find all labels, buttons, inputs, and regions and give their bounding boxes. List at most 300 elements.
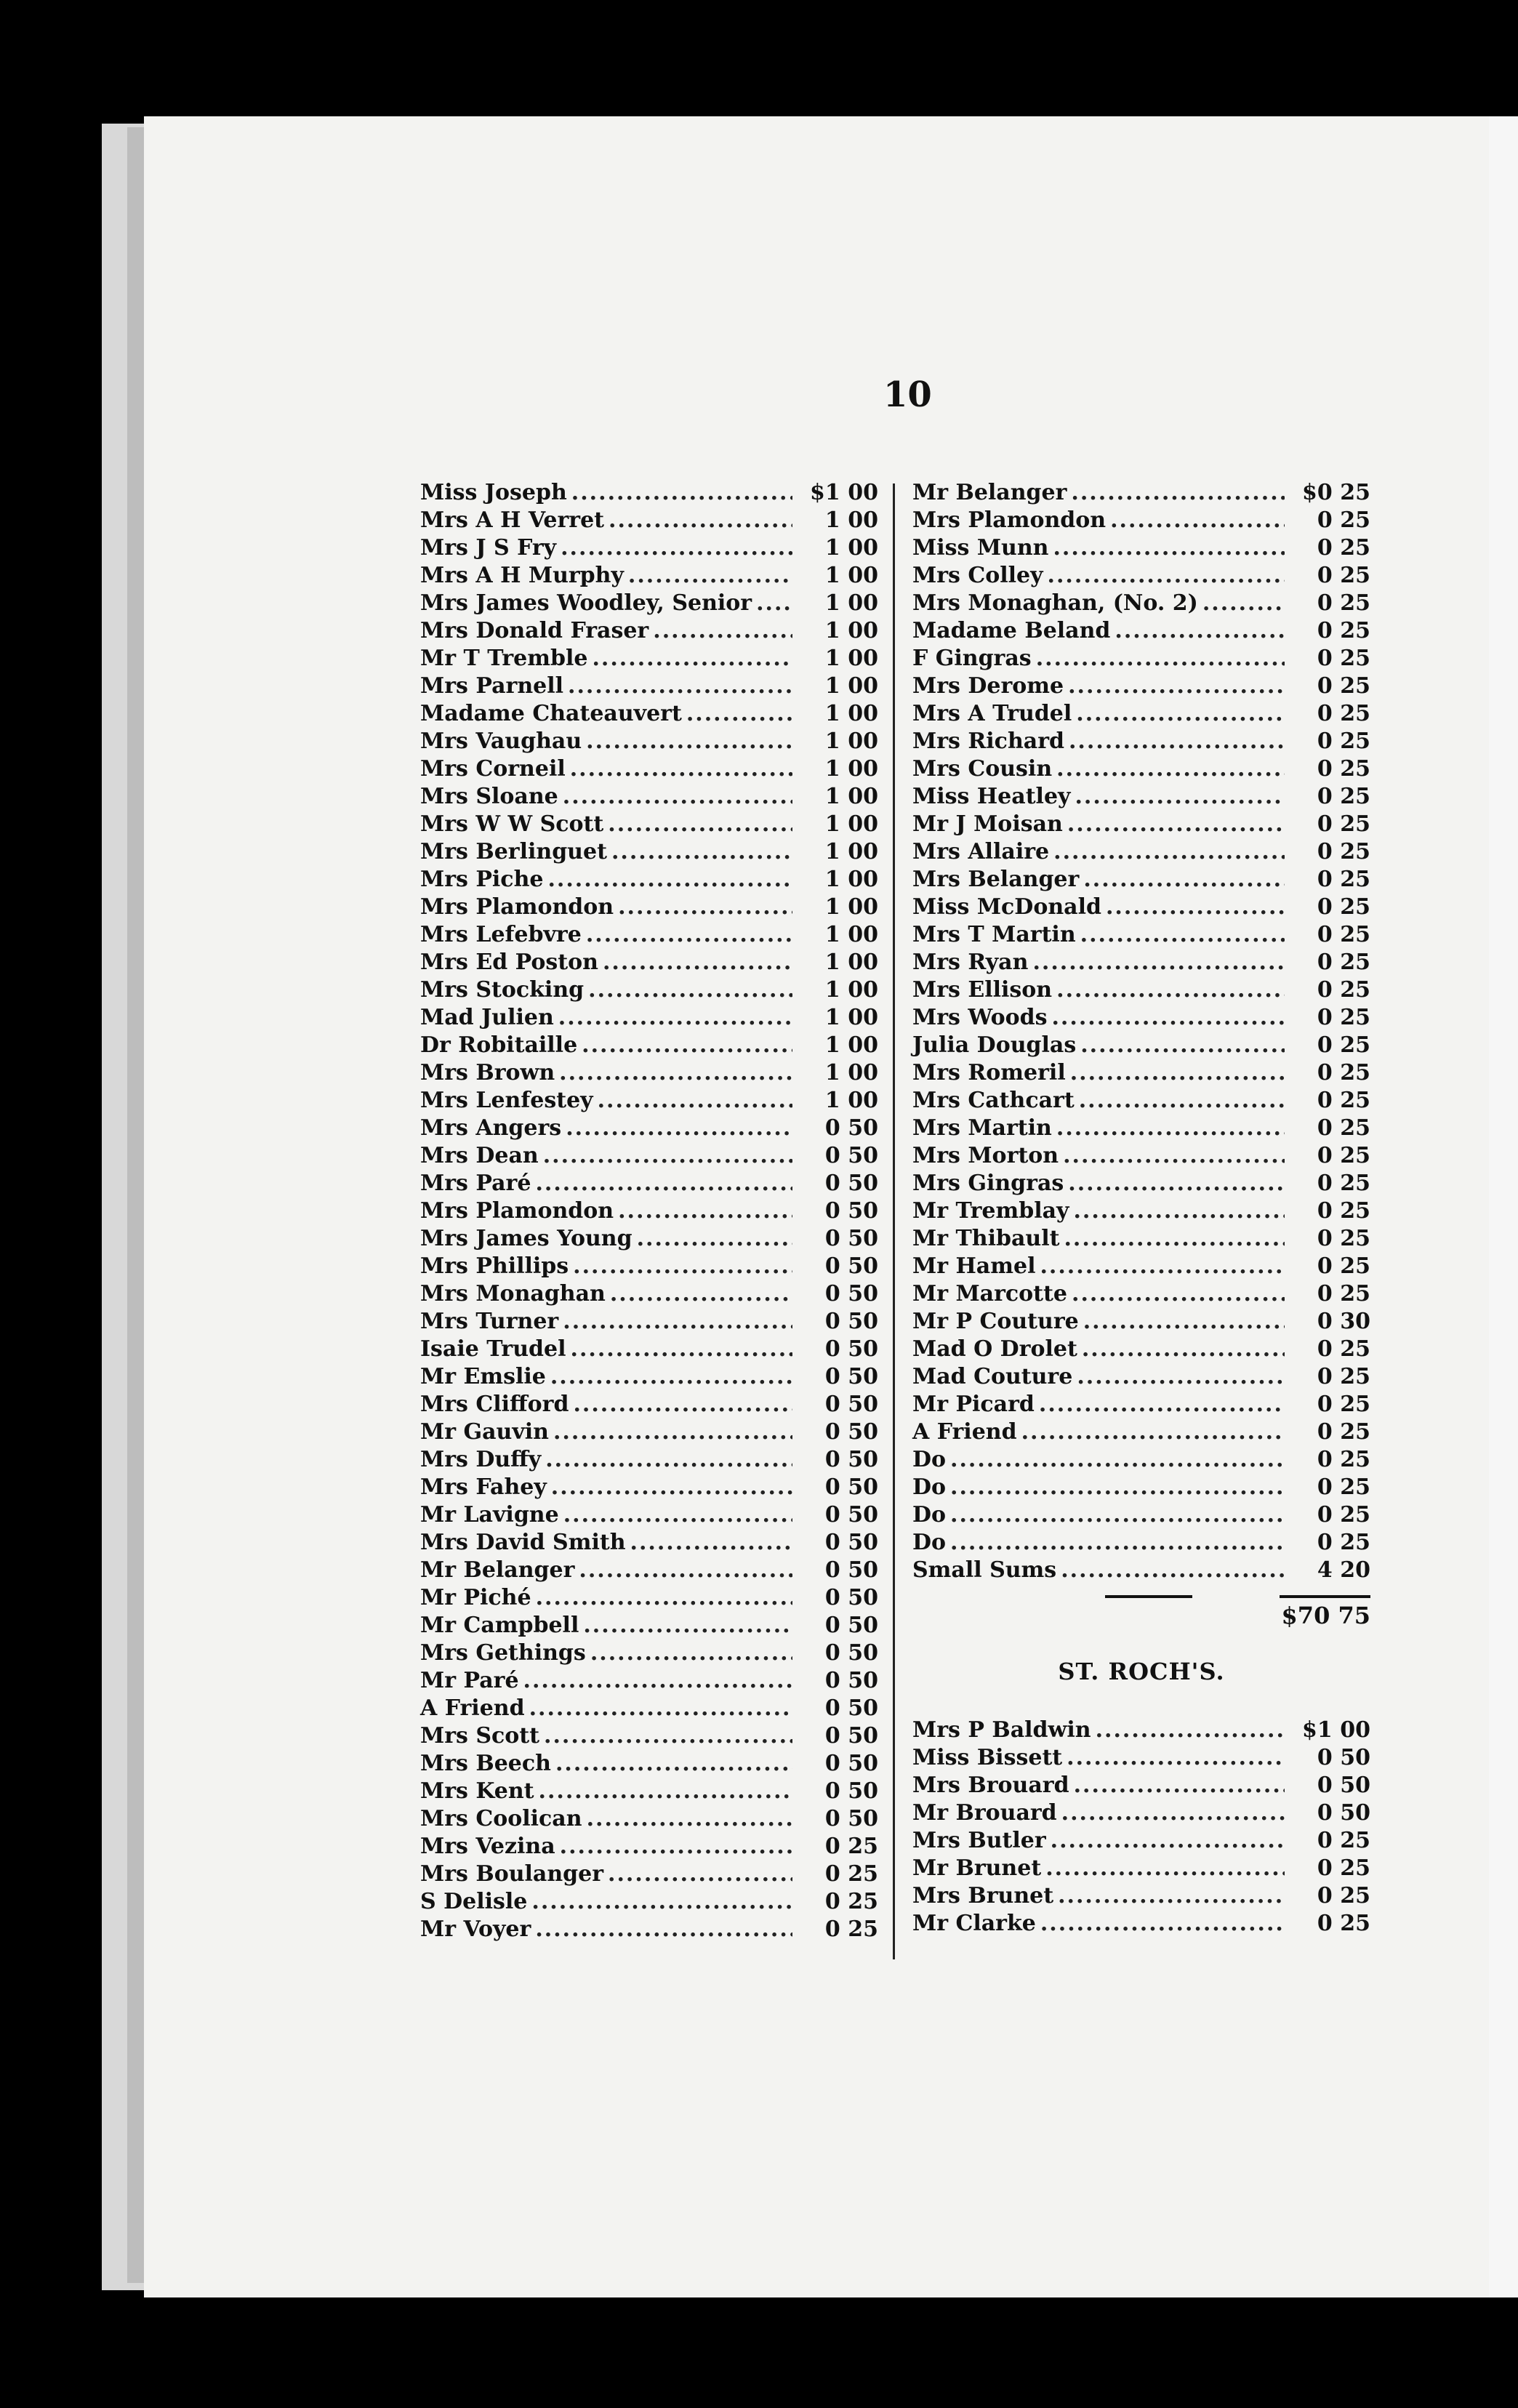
dot-leader <box>566 1115 792 1141</box>
entry-name: Mrs Lenfestey <box>420 1088 593 1113</box>
adjacent-page-edge <box>1489 116 1518 2297</box>
list-item <box>912 867 1370 894</box>
list-item <box>912 1171 1370 1198</box>
dot-leader <box>1051 1828 1285 1853</box>
list-item <box>420 1364 878 1392</box>
entry-amount: 0 25 <box>1317 811 1370 837</box>
list-item <box>912 894 1370 922</box>
entry-name: Mrs Scott <box>420 1723 540 1749</box>
entry-amount: 1 00 <box>824 729 878 754</box>
list-item <box>912 1530 1370 1557</box>
list-item <box>420 1917 878 1944</box>
list-item <box>912 811 1370 839</box>
entry-name: Mr Brunet <box>912 1855 1042 1881</box>
right-list <box>912 480 1370 1585</box>
list-item <box>420 618 878 646</box>
list-item <box>420 1474 878 1502</box>
dot-leader <box>1075 784 1285 809</box>
dot-leader <box>553 1419 792 1445</box>
entry-name: Do <box>912 1447 947 1472</box>
list-item <box>420 1861 878 1889</box>
entry-amount: 0 25 <box>1317 1060 1370 1085</box>
list-item <box>912 1800 1370 1828</box>
entry-amount: 0 50 <box>824 1613 878 1638</box>
entry-amount: 0 25 <box>1317 1032 1370 1058</box>
entry-name: Miss Munn <box>912 535 1049 561</box>
dot-leader <box>563 1502 792 1528</box>
entry-amount: 0 25 <box>1317 1474 1370 1500</box>
entry-amount: 0 25 <box>1317 646 1370 671</box>
entry-name: Mrs Woods <box>912 1005 1048 1030</box>
list-item <box>420 507 878 535</box>
entry-name: Mrs Derome <box>912 673 1064 699</box>
list-item <box>420 1447 878 1474</box>
entry-name: Mrs Paré <box>420 1171 531 1196</box>
entry-name: Madame Beland <box>912 618 1111 643</box>
section-list <box>912 1717 1370 1938</box>
entry-amount: 0 50 <box>824 1226 878 1251</box>
dot-leader <box>539 1778 792 1804</box>
dot-leader <box>560 1834 792 1859</box>
entry-amount: 1 00 <box>824 507 878 533</box>
list-item <box>912 922 1370 950</box>
list-item <box>420 563 878 590</box>
list-item <box>912 618 1370 646</box>
list-item <box>912 646 1370 673</box>
entry-amount: 0 25 <box>1317 867 1370 892</box>
dot-leader <box>1072 1281 1285 1307</box>
entry-amount: 1 00 <box>824 701 878 726</box>
entry-amount: $1 00 <box>1302 1717 1370 1743</box>
dot-leader <box>550 1364 792 1389</box>
dot-leader <box>570 756 792 782</box>
entry-amount: 1 00 <box>824 950 878 975</box>
dot-leader <box>1064 1226 1285 1251</box>
entry-amount: 0 25 <box>1317 1911 1370 1936</box>
list-item <box>912 1911 1370 1938</box>
list-item <box>420 701 878 729</box>
dot-leader <box>1080 1032 1285 1058</box>
entry-name: Do <box>912 1530 947 1555</box>
entry-name: Mrs Richard <box>912 729 1064 754</box>
dot-leader <box>756 590 792 616</box>
entry-amount: 1 00 <box>824 811 878 837</box>
entry-name: Mrs Sloane <box>420 784 558 809</box>
dot-leader <box>1069 729 1285 754</box>
list-item <box>420 1005 878 1032</box>
entry-name: Mrs James Young <box>420 1226 632 1251</box>
entry-name: Mrs Ryan <box>912 950 1029 975</box>
entry-name: Mrs Monaghan, (No. 2) <box>912 590 1198 616</box>
list-item <box>912 1088 1370 1115</box>
dot-leader <box>1053 535 1285 561</box>
entry-amount: 0 25 <box>1317 1828 1370 1853</box>
dot-leader <box>587 1806 792 1831</box>
list-item <box>420 673 878 701</box>
entry-name: Miss Joseph <box>420 480 567 505</box>
dot-leader <box>598 1088 792 1113</box>
entry-name: Mrs Boulanger <box>420 1861 604 1887</box>
dot-leader <box>529 1695 792 1721</box>
dot-leader <box>611 839 792 864</box>
entry-amount: 0 50 <box>1317 1800 1370 1826</box>
entry-amount: 1 00 <box>824 977 878 1003</box>
list-item <box>420 1419 878 1447</box>
list-item <box>912 535 1370 563</box>
entry-name: Mrs Donald Fraser <box>420 618 649 643</box>
dot-leader <box>1063 1143 1285 1168</box>
entry-amount: 0 50 <box>824 1723 878 1749</box>
dot-leader <box>610 1281 792 1307</box>
entry-amount: 0 25 <box>824 1917 878 1942</box>
dot-leader <box>609 507 792 533</box>
entry-amount: 0 50 <box>824 1695 878 1721</box>
dot-leader <box>1079 1088 1285 1113</box>
entry-name: Mrs Coolican <box>420 1806 582 1831</box>
dot-leader <box>628 563 792 588</box>
dot-leader <box>571 1336 792 1362</box>
entry-amount: 0 50 <box>1317 1773 1370 1798</box>
dot-leader <box>586 729 792 754</box>
dot-leader <box>1115 618 1285 643</box>
entry-name: Mr Tremblay <box>912 1198 1069 1224</box>
dot-leader <box>1056 977 1285 1003</box>
entry-name: Mr Piché <box>420 1585 531 1610</box>
entry-amount: 0 25 <box>824 1834 878 1859</box>
entry-name: Madame Chateauvert <box>420 701 682 726</box>
dot-leader <box>950 1474 1285 1500</box>
list-item <box>420 729 878 756</box>
entry-amount: 4 20 <box>1317 1557 1370 1583</box>
entry-name: Mr Lavigne <box>420 1502 559 1528</box>
list-item <box>420 1336 878 1364</box>
list-item <box>912 1392 1370 1419</box>
list-item <box>912 1447 1370 1474</box>
list-item <box>912 1855 1370 1883</box>
entry-amount: 0 25 <box>1317 1005 1370 1030</box>
dot-leader <box>686 701 792 726</box>
entry-name: Mrs Turner <box>420 1309 559 1334</box>
list-item <box>420 784 878 811</box>
entry-amount: 0 50 <box>824 1171 878 1196</box>
list-item <box>912 1253 1370 1281</box>
entry-amount: 0 25 <box>1317 1253 1370 1279</box>
entry-amount: 0 50 <box>824 1806 878 1831</box>
entry-amount: $0 25 <box>1302 480 1370 505</box>
entry-amount: 0 25 <box>1317 563 1370 588</box>
dot-leader <box>950 1447 1285 1472</box>
entry-amount: 0 25 <box>1317 1198 1370 1224</box>
dot-leader <box>1080 922 1285 947</box>
list-item <box>912 1717 1370 1745</box>
list-item <box>420 756 878 784</box>
entry-name: Mrs David Smith <box>420 1530 626 1555</box>
entry-amount: $1 00 <box>810 480 878 505</box>
list-item <box>912 507 1370 535</box>
entry-name: Mrs Parnell <box>420 673 564 699</box>
entry-amount: 0 50 <box>824 1309 878 1334</box>
entry-amount: 0 50 <box>824 1778 878 1804</box>
entry-amount: 1 00 <box>824 784 878 809</box>
entry-amount: 1 00 <box>824 894 878 920</box>
entry-amount: 0 25 <box>1317 618 1370 643</box>
dot-leader <box>1061 1800 1285 1826</box>
list-item <box>420 1806 878 1834</box>
entry-amount: 0 25 <box>1317 1088 1370 1113</box>
dot-leader <box>603 950 792 975</box>
entry-amount: 0 25 <box>1317 1392 1370 1417</box>
entry-name: Mad Couture <box>912 1364 1073 1389</box>
entry-amount: 0 50 <box>1317 1745 1370 1770</box>
list-item <box>420 1198 878 1226</box>
dot-leader <box>583 1613 792 1638</box>
dot-leader <box>573 1392 792 1417</box>
dot-leader <box>558 1005 792 1030</box>
list-item <box>420 1226 878 1253</box>
list-item <box>912 1474 1370 1502</box>
dot-leader <box>1048 563 1285 588</box>
entry-name: Do <box>912 1502 947 1528</box>
list-item <box>912 1557 1370 1585</box>
list-item <box>420 1392 878 1419</box>
list-item <box>420 811 878 839</box>
list-item <box>420 1171 878 1198</box>
entry-amount: 0 50 <box>824 1198 878 1224</box>
dot-leader <box>1040 1911 1285 1936</box>
entry-name: Mrs Allaire <box>912 839 1050 864</box>
dot-leader <box>1070 1060 1285 1085</box>
entry-name: Dr Robitaille <box>420 1032 578 1058</box>
entry-name: Mrs Fahey <box>420 1474 547 1500</box>
entry-name: A Friend <box>912 1419 1017 1445</box>
list-item <box>912 839 1370 867</box>
entry-name: Mrs Lefebvre <box>420 922 582 947</box>
list-item <box>420 894 878 922</box>
entry-name: Mr Belanger <box>420 1557 575 1583</box>
list-item <box>420 1668 878 1695</box>
dot-leader <box>1068 673 1285 699</box>
total-rules <box>912 1595 1370 1600</box>
dot-leader <box>1056 1115 1285 1141</box>
entry-amount: 0 25 <box>1317 507 1370 533</box>
entry-name: Mrs Cathcart <box>912 1088 1075 1113</box>
dot-leader <box>573 1253 792 1279</box>
dot-leader <box>523 1668 792 1693</box>
section-title: ST. ROCH'S. <box>1058 1658 1225 1685</box>
dot-leader <box>582 1032 792 1058</box>
dot-leader <box>555 1751 792 1776</box>
entry-name: Mrs James Woodley, Senior <box>420 590 752 616</box>
entry-amount: 0 25 <box>1317 1226 1370 1251</box>
list-item <box>420 1557 878 1585</box>
entry-amount: 0 50 <box>824 1668 878 1693</box>
entry-amount: 1 00 <box>824 867 878 892</box>
dot-leader <box>608 811 792 837</box>
list-item <box>912 590 1370 618</box>
dot-leader <box>1083 867 1285 892</box>
list-item <box>912 1032 1370 1060</box>
dot-leader <box>618 1198 792 1224</box>
entry-amount: 0 50 <box>824 1751 878 1776</box>
dot-leader <box>1058 1883 1285 1909</box>
dot-leader <box>618 894 792 920</box>
list-item <box>912 1883 1370 1911</box>
list-item <box>912 1309 1370 1336</box>
entry-amount: 1 00 <box>824 1060 878 1085</box>
entry-name: Mr Voyer <box>420 1917 531 1942</box>
entry-name: Do <box>912 1474 947 1500</box>
entry-name: Mrs Beech <box>420 1751 551 1776</box>
dot-leader <box>531 1889 792 1914</box>
entry-name: Mrs Angers <box>420 1115 562 1141</box>
entry-amount: 0 50 <box>824 1557 878 1583</box>
entry-amount: 0 50 <box>824 1585 878 1610</box>
entry-amount: 0 25 <box>1317 922 1370 947</box>
dot-leader <box>1021 1419 1285 1445</box>
entry-name: Mrs P Baldwin <box>912 1717 1091 1743</box>
dot-leader <box>571 480 792 505</box>
dot-leader <box>545 1447 792 1472</box>
dot-leader <box>1110 507 1285 533</box>
list-item <box>420 1309 878 1336</box>
entry-name: Mrs Plamondon <box>420 1198 614 1224</box>
list-item <box>420 867 878 894</box>
entry-name: Mrs Romeril <box>912 1060 1066 1085</box>
list-item <box>912 1419 1370 1447</box>
list-item <box>420 1778 878 1806</box>
list-item <box>420 1032 878 1060</box>
dot-leader <box>1032 950 1285 975</box>
entry-name: Mr Marcotte <box>912 1281 1067 1307</box>
entry-name: Mrs Piche <box>420 867 544 892</box>
list-item <box>912 563 1370 590</box>
entry-amount: 0 25 <box>1317 1883 1370 1909</box>
entry-name: Mrs Brunet <box>912 1883 1054 1909</box>
entry-amount: 0 25 <box>1317 839 1370 864</box>
dot-leader <box>547 867 792 892</box>
list-item <box>912 1115 1370 1143</box>
entry-amount: 0 50 <box>824 1364 878 1389</box>
entry-name: Mrs Stocking <box>420 977 585 1003</box>
list-item <box>912 977 1370 1005</box>
entry-name: Mrs Martin <box>912 1115 1052 1141</box>
entry-amount: 0 25 <box>1317 894 1370 920</box>
dot-leader <box>637 1226 792 1251</box>
dot-leader <box>1036 646 1285 671</box>
list-item <box>420 839 878 867</box>
entry-amount: 0 25 <box>1317 1171 1370 1196</box>
entry-name: Mr Emslie <box>420 1364 546 1389</box>
entry-amount: 0 25 <box>1317 756 1370 782</box>
entry-name: Miss Heatley <box>912 784 1071 809</box>
entry-name: Mr Campbell <box>420 1613 579 1638</box>
entry-amount: 0 50 <box>824 1115 878 1141</box>
entry-name: Mad O Drolet <box>912 1336 1077 1362</box>
entry-amount: 0 25 <box>1317 784 1370 809</box>
entry-amount: 0 25 <box>1317 1364 1370 1389</box>
entry-name: Mad Julien <box>420 1005 554 1030</box>
left-column <box>420 480 878 1944</box>
dot-leader <box>630 1530 792 1555</box>
entry-amount: 0 25 <box>1317 1281 1370 1307</box>
entry-name: Mrs W W Scott <box>420 811 604 837</box>
entry-name: Julia Douglas <box>912 1032 1077 1058</box>
dot-leader <box>1067 811 1285 837</box>
entry-amount: 0 50 <box>824 1281 878 1307</box>
entry-name: Mr J Moisan <box>912 811 1063 837</box>
list-item <box>912 1773 1370 1800</box>
list-item <box>420 1253 878 1281</box>
dot-leader <box>950 1502 1285 1528</box>
entry-name: Mrs Corneil <box>420 756 566 782</box>
entry-name: Isaie Trudel <box>420 1336 566 1362</box>
list-item <box>912 480 1370 507</box>
list-item <box>912 1143 1370 1171</box>
entry-name: Mr Brouard <box>912 1800 1057 1826</box>
total-long-rule <box>1280 1595 1370 1598</box>
entry-amount: 1 00 <box>824 1032 878 1058</box>
list-item <box>912 1336 1370 1364</box>
entry-amount: 1 00 <box>824 535 878 561</box>
entry-name: Mr Hamel <box>912 1253 1036 1279</box>
entry-amount: 1 00 <box>824 1005 878 1030</box>
entry-amount: 0 25 <box>1317 1855 1370 1881</box>
entry-name: Mrs Colley <box>912 563 1043 588</box>
list-item <box>420 1115 878 1143</box>
entry-amount: 0 50 <box>824 1447 878 1472</box>
dot-leader <box>1096 1717 1285 1743</box>
list-item <box>420 590 878 618</box>
list-item <box>912 1364 1370 1392</box>
entry-name: Mr T Tremble <box>420 646 588 671</box>
list-item <box>420 1640 878 1668</box>
list-item <box>420 922 878 950</box>
list-item <box>420 1834 878 1861</box>
entry-name: Mrs Dean <box>420 1143 539 1168</box>
entry-name: Miss Bissett <box>912 1745 1063 1770</box>
list-item <box>912 1281 1370 1309</box>
entry-name: Mrs Duffy <box>420 1447 542 1472</box>
entry-name: Mr P Couture <box>912 1309 1079 1334</box>
list-item <box>912 784 1370 811</box>
entry-amount: 0 25 <box>1317 1336 1370 1362</box>
entry-amount: 0 25 <box>1317 1419 1370 1445</box>
entry-amount: 1 00 <box>824 922 878 947</box>
entry-name: Mrs Monaghan <box>420 1281 606 1307</box>
entry-amount: 0 25 <box>1317 1502 1370 1528</box>
list-item <box>912 1005 1370 1032</box>
entry-name: Mrs Phillips <box>420 1253 569 1279</box>
list-item <box>420 1502 878 1530</box>
entry-name: Mrs Brown <box>420 1060 555 1085</box>
list-item <box>420 1585 878 1613</box>
list-item <box>420 950 878 977</box>
entry-amount: 0 25 <box>1317 729 1370 754</box>
entry-amount: 1 00 <box>824 590 878 616</box>
entry-name: Mrs Belanger <box>912 867 1080 892</box>
dot-leader <box>592 646 792 671</box>
entry-name: Mrs Gingras <box>912 1171 1064 1196</box>
entry-name: Mrs Clifford <box>420 1392 569 1417</box>
dot-leader <box>1039 1392 1285 1417</box>
entry-amount: 0 25 <box>1317 535 1370 561</box>
list-item <box>420 480 878 507</box>
dot-leader <box>579 1557 792 1583</box>
entry-amount: 0 25 <box>1317 1530 1370 1555</box>
list-item <box>912 950 1370 977</box>
dot-leader <box>563 784 792 809</box>
entry-name: Mr Picard <box>912 1392 1035 1417</box>
